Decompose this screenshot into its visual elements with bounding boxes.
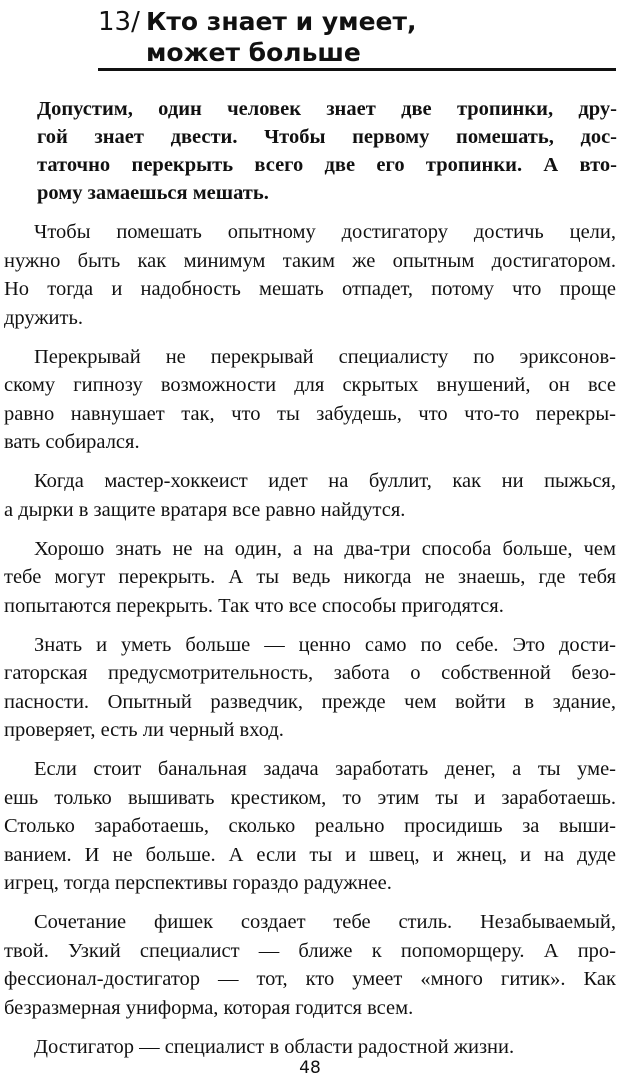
- text-line: попытаются перекрыть. Так что все способы пригодятся.: [4, 594, 504, 617]
- paragraph: [4, 343, 616, 457]
- text-line: игрец, тогда перспективы гораздо радужнее.: [4, 872, 392, 894]
- lead-line: Допустим, один человек знает две тропинки, дру-: [37, 98, 617, 120]
- text-line: Когда мастер-хоккеист идет на буллит, как ни пыжься,: [34, 470, 616, 492]
- chapter-title-line: Кто знает и умеет,: [146, 7, 417, 36]
- lead-line: гой знает двести. Чтобы первому помешать, дос-: [37, 126, 617, 148]
- text-line: гаторская предусмотрительность, забота о собственной безо-: [4, 662, 616, 684]
- text-line: нужно быть как минимум таким же опытным достигатором.: [4, 249, 616, 272]
- text-line: фессионал-достигатор — тот, кто умеет «много гитик». Как: [4, 968, 616, 990]
- paragraph: [4, 755, 616, 898]
- lead-line: рому замаешься мешать.: [37, 182, 269, 204]
- paragraph: [4, 631, 616, 745]
- text-line: безразмерная униформа, которая годится всем.: [4, 996, 414, 1019]
- text-line: Столько заработаешь, сколько реально просидишь за выши-: [4, 815, 616, 837]
- text-line: Чтобы помешать опытному достигатору достичь цели,: [34, 221, 616, 243]
- chapter-number: 13/: [98, 7, 140, 37]
- text-line: Знать и уметь больше — ценно само по себе. Это дости-: [34, 633, 616, 656]
- title-underline: [98, 68, 616, 71]
- text-line: Сочетание фишек создает тебе стиль. Незабываемый,: [34, 911, 616, 933]
- text-line: ванием. И не больше. А если ты и швец, и жнец, и на дуде: [4, 843, 616, 866]
- text-line: ешь только вышивать крестиком, то этим ты и заработаешь.: [4, 786, 616, 809]
- chapter-title: [146, 6, 616, 68]
- text-line: проверяет, есть ли черный вход.: [4, 719, 284, 741]
- text-line: Но тогда и надобность мешать отпадет, потому что проще: [4, 278, 616, 300]
- text-line: скому гипнозу возможности для скрытых внушений, он все: [4, 374, 616, 396]
- text-line: Если стоит банальная задача заработать денег, а ты уме-: [34, 758, 616, 780]
- text-line: твой. Узкий специалист — ближе к попоморщеру. А про-: [4, 939, 616, 962]
- text-line: а дырки в защите вратаря все равно найдутся.: [4, 498, 406, 521]
- body-text: [4, 218, 616, 1072]
- chapter-title-line: может больше: [146, 38, 361, 67]
- text-line: Хорошо знать не на один, а на два-три способа больше, чем: [34, 537, 616, 560]
- paragraph: [4, 467, 616, 524]
- text-line: Перекрывай не перекрывай специалисту по эриксонов-: [34, 345, 616, 368]
- text-line: равно навнушает так, что ты забудешь, что что-то перекры-: [4, 402, 616, 425]
- paragraph: [4, 1033, 616, 1062]
- page-number: 48: [299, 1058, 321, 1078]
- text-line: Достигатор — специалист в области радостной жизни.: [34, 1035, 515, 1058]
- lead-paragraph: [37, 95, 617, 207]
- lead-line: таточно перекрыть всего две его тропинки. А вто-: [37, 154, 617, 176]
- text-line: пасности. Опытный разведчик, прежде чем войти в здание,: [4, 690, 616, 713]
- paragraph: [4, 535, 616, 621]
- paragraph: [4, 908, 616, 1022]
- paragraph: [4, 218, 616, 332]
- text-line: тебе могут перекрыть. А ты ведь никогда не знаешь, где тебя: [4, 566, 616, 588]
- text-line: вать собирался.: [4, 431, 140, 453]
- text-line: дружить.: [4, 306, 83, 329]
